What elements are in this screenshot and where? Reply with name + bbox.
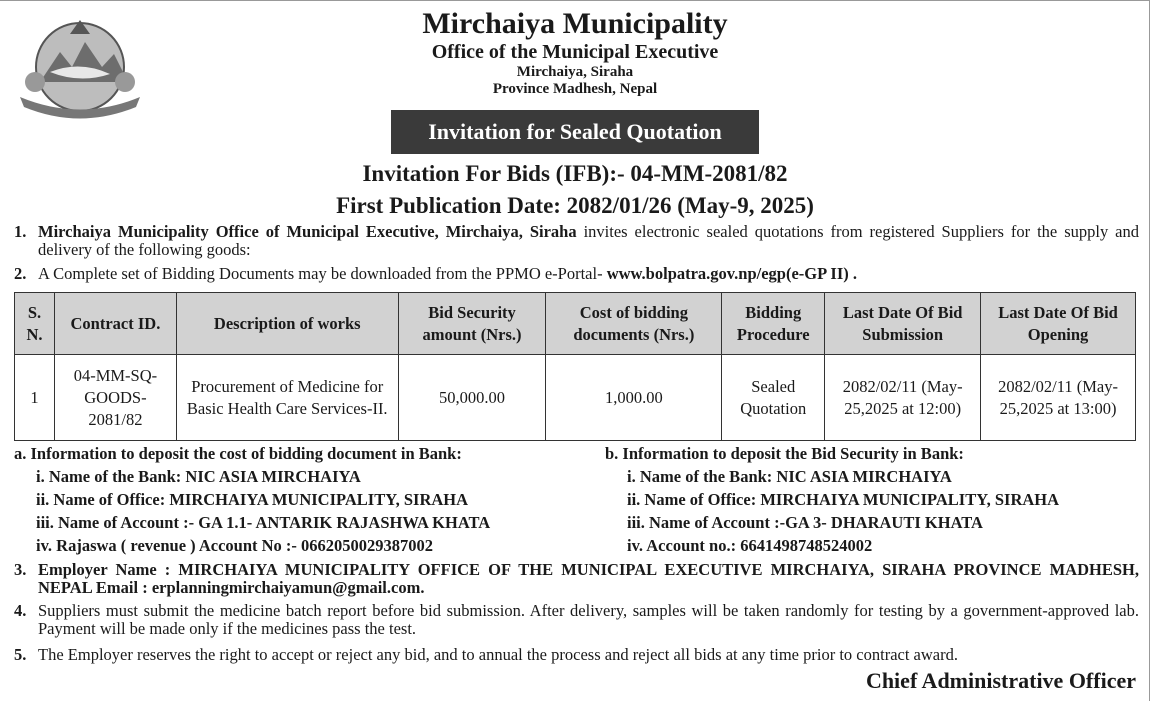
col-doc-cost: Cost of bidding documents (Nrs.) [546,293,722,355]
col-opening-date: Last Date Of Bid Opening [981,293,1136,355]
clause-5 [14,646,1139,664]
col-contract-id: Contract ID. [54,293,176,355]
table-header-row [15,293,1136,355]
cell-description: Procurement of Medicine for Basic Health Care Services-II. [176,355,398,441]
table-row [15,355,1136,441]
clause-number: 4. [14,601,27,620]
signatory-title: Chief Administrative Officer [865,668,1136,693]
ifb-number: Invitation For Bids (IFB):- 04-MM-2081/82 [362,161,788,186]
cell-doc-cost: 1,000.00 [546,355,722,441]
bank-a-account-no: iv. Rajaswa ( revenue ) Account No :- 0662050029387002 [36,536,434,555]
clause-number: 3. [14,560,27,579]
bank-b-heading: b. Information to deposit the Bid Security in Bank: [605,444,964,463]
col-procedure: Bidding Procedure [722,293,825,355]
address-line-1: Mirchaiya, Siraha [516,64,634,80]
cell-submission-date: 2082/02/11 (May-25,2025 at 12:00) [825,355,981,441]
col-description: Description of works [176,293,398,355]
bank-info-security [605,442,1145,557]
bank-info-cost [14,442,594,557]
address-line-2: Province Madhesh, Nepal [492,81,658,97]
clause-number: 1. [14,222,27,241]
col-sn: S. N. [15,293,55,355]
clause-2-text: A Complete set of Bidding Documents may be downloaded from the PPMO e-Portal- [38,264,607,283]
bank-b-name: i. Name of the Bank: NIC ASIA MIRCHAIYA [627,467,952,486]
bank-a-office: ii. Name of Office: MIRCHAIYA MUNICIPALITY, SIRAHA [36,490,469,509]
bank-b-account-name: iii. Name of Account :-GA 3- DHARAUTI KHATA [627,513,983,532]
bank-a-heading: a. Information to deposit the cost of bidding document in Bank: [14,444,462,463]
clause-1-bold: Mirchaiya Municipality Office of Municipal Executive, Mirchaiya, Siraha [38,222,577,241]
clause-3 [14,561,1139,597]
clause-number: 5. [14,645,27,664]
clause-2 [14,265,1139,283]
employer-details: Employer Name : MIRCHAIYA MUNICIPALITY OFFICE OF THE MUNICIPAL EXECUTIVE MIRCHAIYA, SIRAHA PROVINCE MADHESH, NEPAL Email : erplanningmirchaiyamun@gmail.com. [38,560,1139,597]
letterhead [0,8,1150,98]
bank-b-office: ii. Name of Office: MIRCHAIYA MUNICIPALITY, SIRAHA [627,490,1060,509]
cell-procedure: Sealed Quotation [722,355,825,441]
publication-date: First Publication Date: 2082/01/26 (May-9, 2025) [336,193,814,218]
bank-b-account-no: iv. Account no.: 6641498748524002 [627,536,873,555]
office-name: Office of the Municipal Executive [431,41,719,63]
portal-link: www.bolpatra.gov.np/egp(e-GP II) . [606,264,857,283]
clause-4-text: Suppliers must submit the medicine batch report before bid submission. After delivery, samples will be taken randomly for testing by a government-approved lab. Payment will be made only if the medicines pass the test. [38,601,1139,638]
col-bid-security: Bid Security amount (Nrs.) [398,293,546,355]
municipality-title: Mirchaiya Municipality [422,7,728,40]
bids-table [14,292,1136,441]
clause-number: 2. [14,264,27,283]
cell-contract-id: 04-MM-SQ-GOODS-2081/82 [54,355,176,441]
bank-a-name: i. Name of the Bank: NIC ASIA MIRCHAIYA [36,467,361,486]
clause-1 [14,223,1139,259]
clause-1-text: invites electronic sealed quotations from registered Suppliers for the supply and delivery of the following goods: [38,222,1140,259]
cell-bid-security: 50,000.00 [398,355,546,441]
bank-a-account-name: iii. Name of Account :- GA 1.1- ANTARIK RAJASHWA KHATA [36,513,491,532]
notice-banner: Invitation for Sealed Quotation [391,110,759,154]
clause-4 [14,602,1139,638]
clause-5-text: The Employer reserves the right to accept or reject any bid, and to annual the process and reject all bids at any time prior to contract award. [38,645,958,664]
col-submission-date: Last Date Of Bid Submission [825,293,981,355]
cell-opening-date: 2082/02/11 (May-25,2025 at 13:00) [981,355,1136,441]
cell-sn: 1 [15,355,55,441]
